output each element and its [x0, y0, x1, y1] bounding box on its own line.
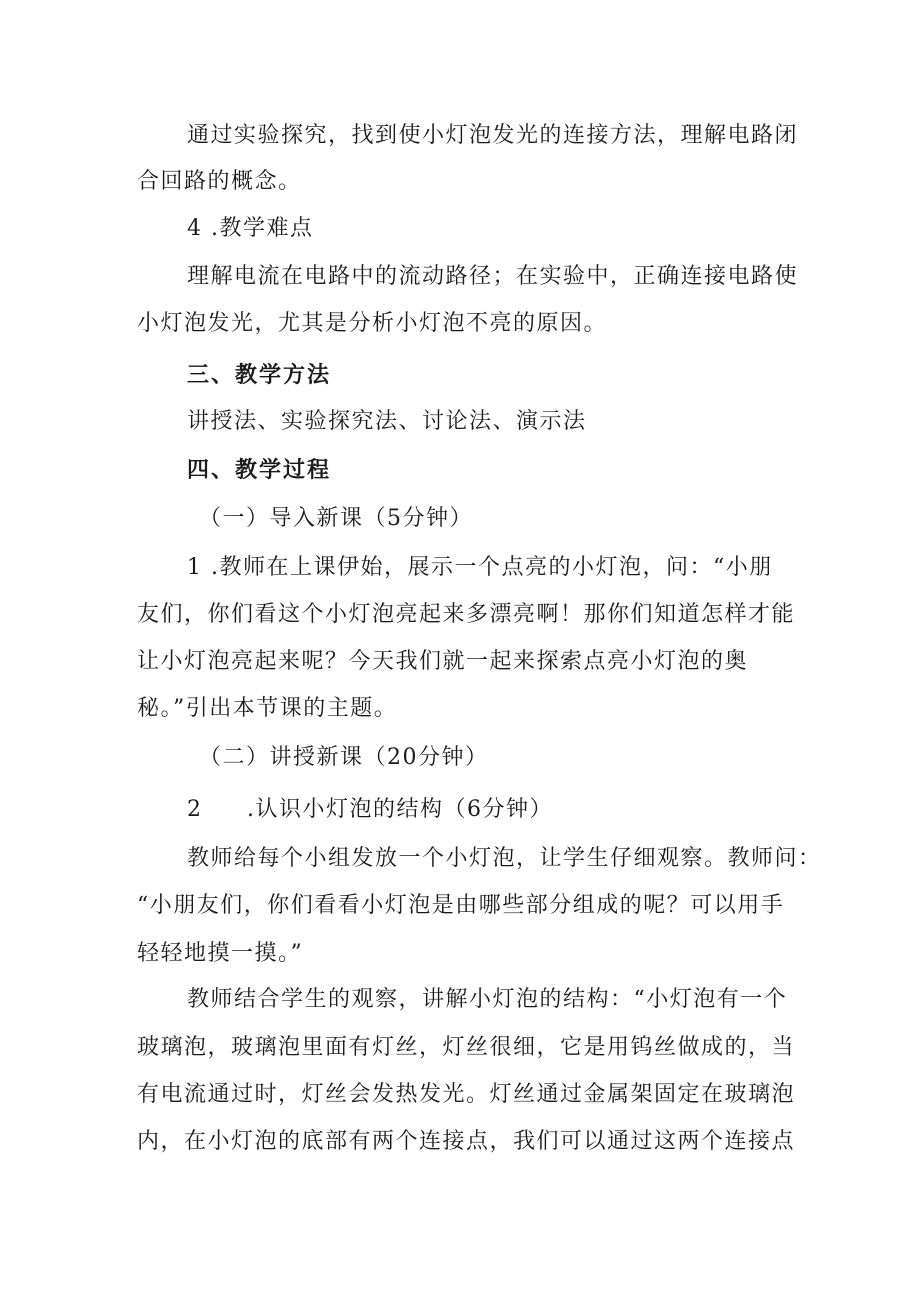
item-2-number: 2 — [187, 797, 203, 822]
item-4-heading: 4 .教学难点 — [187, 216, 314, 241]
paragraph-line: 教师结合学生的观察，讲解小灯泡的结构：“小灯泡有一个 — [187, 987, 788, 1012]
paragraph-line: 让小灯泡亮起来呢？今天我们就一起来探索点亮小灯泡的奥 — [137, 649, 749, 674]
paragraph-line: 理解电流在电路中的流动路径；在实验中，正确连接电路使 — [187, 264, 799, 289]
paragraph-line: “小朋友们，你们看看小灯泡是由哪些部分组成的呢？可以用手 — [137, 893, 785, 918]
paragraph-line: 友们，你们看这个小灯泡亮起来多漂亮啊！那你们知道怎样才能 — [137, 602, 796, 627]
paragraph-line: 有电流通过时，灯丝会发热发光。灯丝通过金属架固定在玻璃泡 — [137, 1082, 796, 1107]
paragraph-line: 玻璃泡，玻璃泡里面有灯丝，灯丝很细，它是用钨丝做成的，当 — [137, 1035, 796, 1060]
paragraph-line: 1 .教师在上课伊始，展示一个点亮的小灯泡，问：“小朋 — [187, 555, 773, 580]
subsection-new-lesson: （二）讲授新课（20分钟） — [199, 745, 489, 770]
paragraph-line: 内，在小灯泡的底部有两个连接点，我们可以通过这两个连接点 — [137, 1129, 796, 1154]
paragraph-line: 通过实验探究，找到使小灯泡发光的连接方法，理解电路闭 — [187, 123, 799, 148]
section-heading-process: 四、教学过程 — [187, 458, 332, 483]
methods-text: 讲授法、实验探究法、讨论法、演示法 — [187, 409, 587, 434]
paragraph-line: 小灯泡发光，尤其是分析小灯泡不亮的原因。 — [137, 311, 608, 336]
paragraph-line: 教师给每个小组发放一个小灯泡，让学生仔细观察。教师问： — [187, 846, 822, 871]
subsection-intro: （一）导入新课（5分钟） — [199, 506, 473, 531]
item-2-heading: .认识小灯泡的结构（6分钟） — [247, 797, 553, 822]
section-heading-methods: 三、教学方法 — [187, 363, 332, 388]
paragraph-line: 合回路的概念。 — [137, 169, 302, 194]
paragraph-line: 秘。”引出本节课的主题。 — [137, 696, 398, 721]
paragraph-line: 轻轻地摸一摸。” — [137, 941, 304, 966]
